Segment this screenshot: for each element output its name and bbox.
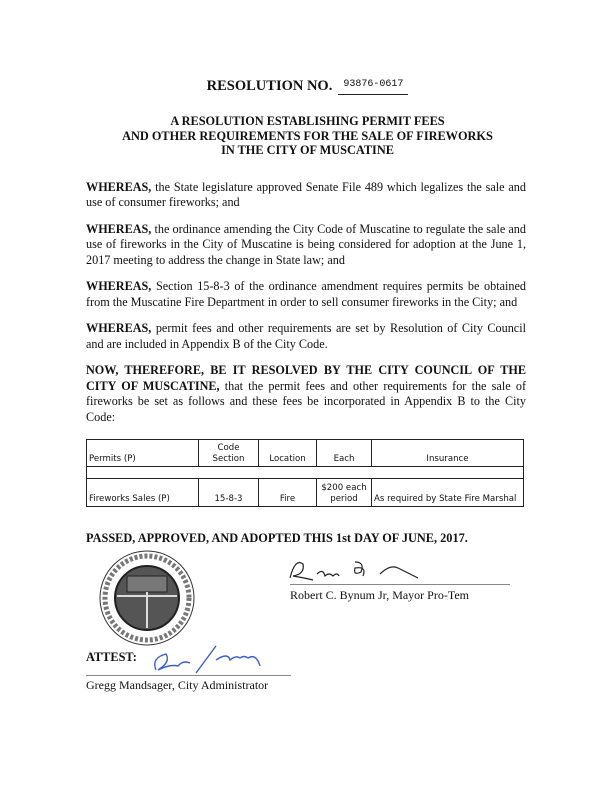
paragraph-lead: WHEREAS, xyxy=(86,321,152,335)
paragraph-lead: NOW, THEREFORE, BE IT RESOLVED BY THE CITY COUNCIL OF THE CITY OF MUSCATINE, xyxy=(86,363,526,393)
cell-each: $200 each period xyxy=(317,479,372,507)
whereas-paragraph xyxy=(86,222,526,269)
signature-area xyxy=(86,546,526,696)
header-code-section: Code Section xyxy=(199,440,259,467)
cell-code-section: 15-8-3 xyxy=(199,479,259,507)
administrator-signature-line xyxy=(86,675,291,676)
header-insurance: Insurance xyxy=(372,440,524,467)
whereas-paragraph xyxy=(86,180,526,211)
resolution-number: 93876-0617 xyxy=(338,76,408,95)
paragraph-lead: WHEREAS, xyxy=(86,179,152,194)
header-location: Location xyxy=(259,440,317,467)
subtitle-line: A RESOLUTION ESTABLISHING PERMIT FEES xyxy=(170,114,445,128)
mayor-signature xyxy=(285,554,445,582)
resolution-subtitle xyxy=(0,114,615,158)
paragraph-text: the State legislature approved Senate File 489 which legalizes the sale and use of consumer fireworks; and xyxy=(86,179,526,209)
mayor-name: Robert C. Bynum Jr, Mayor Pro-Tem xyxy=(290,588,469,602)
subtitle-line: IN THE CITY OF MUSCATINE xyxy=(221,143,394,157)
administrator-signature xyxy=(146,644,276,674)
resolution-title xyxy=(0,76,615,95)
header-permits: Permits (P) xyxy=(87,440,199,467)
spacer-cell xyxy=(87,467,524,479)
paragraph-lead: WHEREAS, xyxy=(86,279,152,293)
whereas-paragraph xyxy=(86,279,526,310)
header-each: Each xyxy=(317,440,372,467)
table-header-row xyxy=(87,440,524,467)
mayor-signature-line xyxy=(290,584,510,585)
title-prefix: RESOLUTION NO. xyxy=(206,78,333,94)
paragraph-text: Section 15-8-3 of the ordinance amendment requires permits be obtained from the Muscatine Fire Department in order to sell consumer fireworks in the City; and xyxy=(86,279,526,309)
adoption-statement: PASSED, APPROVED, AND ADOPTED THIS 1st DAY OF JUNE, 2017. xyxy=(86,531,468,545)
cell-permit: Fireworks Sales (P) xyxy=(87,479,199,507)
cell-insurance: As required by State Fire Marshal xyxy=(372,479,524,507)
administrator-name: Gregg Mandsager, City Administrator xyxy=(86,678,269,692)
paragraph-text: that the permit fees and other requirements for the sale of fireworks be set as follows and these fees be incorporated in Appendix B to the City Code: xyxy=(86,378,527,424)
paragraph-text: permit fees and other requirements are set by Resolution of City Council and are included in Appendix B of the City Code. xyxy=(86,321,526,351)
cell-location: Fire xyxy=(259,479,317,507)
whereas-paragraph xyxy=(86,321,526,352)
permit-fees-table xyxy=(86,439,524,507)
table-row xyxy=(87,479,524,507)
attest-label: ATTEST: xyxy=(86,650,137,664)
table-spacer-row xyxy=(87,467,524,479)
paragraph-lead: WHEREAS, xyxy=(86,221,152,236)
subtitle-line: AND OTHER REQUIREMENTS FOR THE SALE OF FIREWORKS xyxy=(122,128,493,143)
paragraph-text: the ordinance amending the City Code of Muscatine to regulate the sale and use of fireworks in the City of Muscatine is being considered for adoption at the June 1, 2017 meeting to address the change in State law; and xyxy=(86,221,526,267)
resolved-paragraph xyxy=(86,363,526,425)
city-seal xyxy=(92,548,202,648)
